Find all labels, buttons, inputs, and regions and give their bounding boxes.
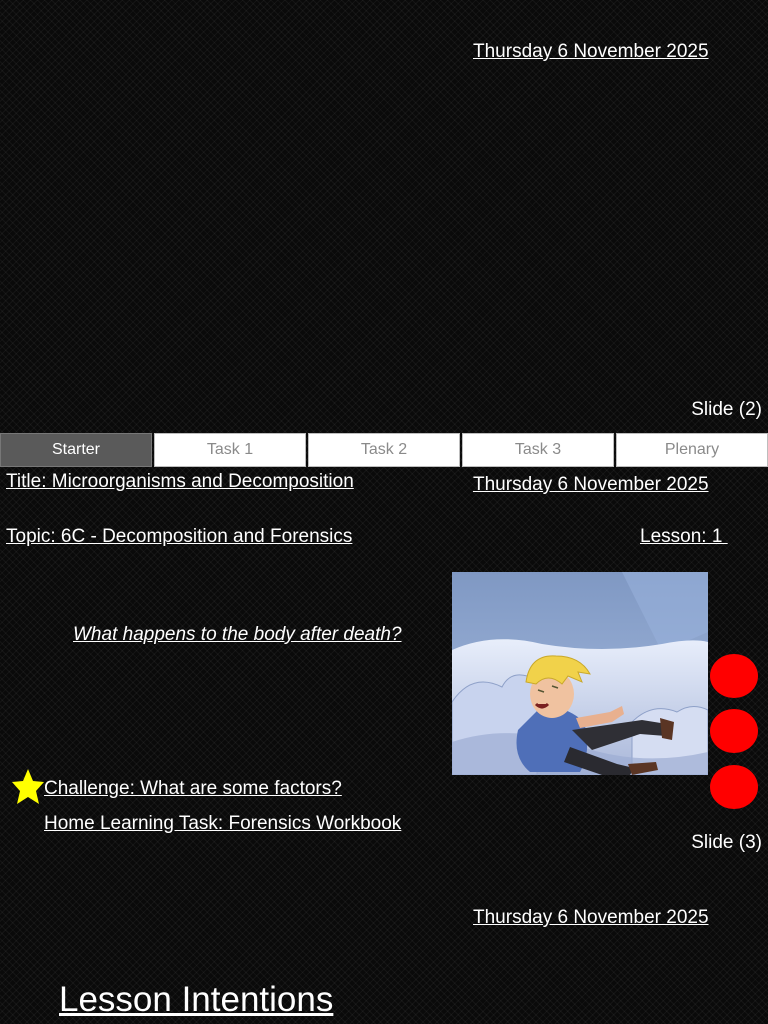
slide-number-label: Slide (2)	[691, 399, 762, 420]
tab-navigation	[0, 433, 768, 467]
lesson-title: Title: Microorganisms and Decomposition	[6, 471, 354, 492]
starter-image	[452, 572, 708, 775]
home-learning-link[interactable]: Home Learning Task: Forensics Workbook	[44, 813, 402, 834]
starter-question: What happens to the body after death?	[73, 624, 402, 645]
star-icon	[11, 768, 45, 806]
red-dot-2[interactable]	[710, 709, 758, 753]
lesson-number: Lesson: 1	[640, 526, 728, 547]
tab-starter[interactable]: Starter	[0, 433, 152, 467]
tab-plenary[interactable]: Plenary	[616, 433, 768, 467]
lesson-topic: Topic: 6C - Decomposition and Forensics	[6, 526, 353, 547]
slide3-date: Thursday 6 November 2025	[473, 907, 709, 928]
slide2-date: Thursday 6 November 2025	[473, 474, 709, 495]
slide1-date: Thursday 6 November 2025	[473, 41, 709, 62]
red-dot-1[interactable]	[710, 654, 758, 698]
slide-number-label-2: Slide (3)	[691, 832, 762, 853]
red-dot-3[interactable]	[710, 765, 758, 809]
tab-task-1[interactable]: Task 1	[154, 433, 306, 467]
challenge-link[interactable]: Challenge: What are some factors?	[44, 778, 342, 799]
tab-task-3[interactable]: Task 3	[462, 433, 614, 467]
lesson-intentions-heading: Lesson Intentions	[59, 980, 334, 1019]
tab-task-2[interactable]: Task 2	[308, 433, 460, 467]
